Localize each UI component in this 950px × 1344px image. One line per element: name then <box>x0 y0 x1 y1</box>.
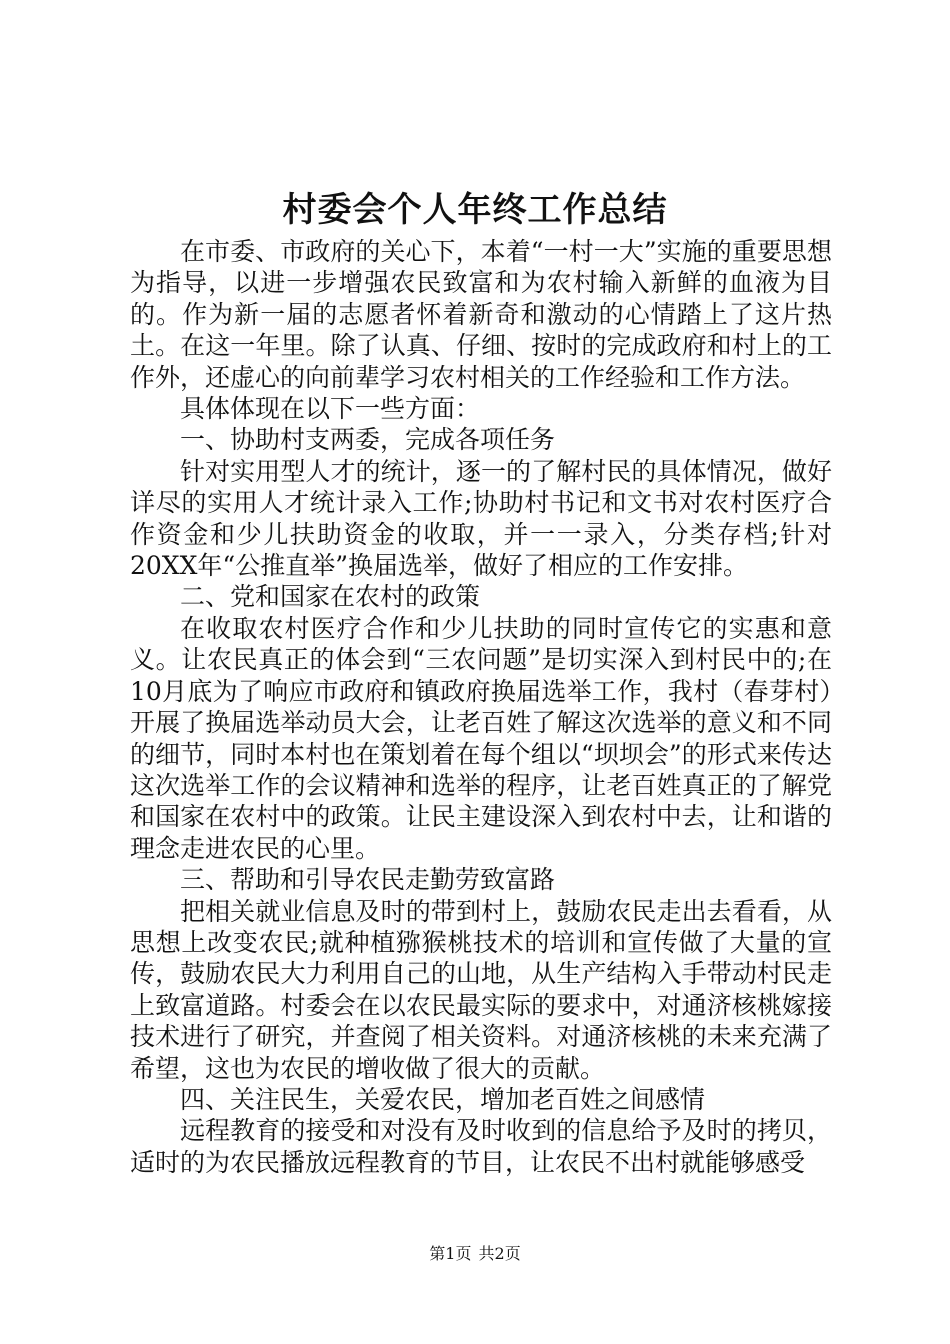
section-heading-1: 一、协助村支两委，完成各项任务 <box>180 425 556 455</box>
document-body <box>130 236 832 1178</box>
paragraph-section-2: 在收取农村医疗合作和少儿扶助的同时宣传它的实惠和意义。让农民真正的体会到“三农问题”是切实深入到村民中的;在10月底为了响应市政府和镇政府换届选举工作，我村（春芽村）开展了换届选举动员大会，让老百姓了解这次选举的意义和不同的细节，同时本村也在策划着在每个组以“坝坝会”的形式来传达这次选举工作的会议精神和选举的程序，让老百姓真正的了解党和国家在农村中的政策。让民主建设深入到农村中去，让和谐的理念走进农民的心里。 <box>130 613 832 863</box>
paragraph-section-3: 把相关就业信息及时的带到村上，鼓励农民走出去看看，从思想上改变农民;就种植猕猴桃技术的培训和宣传做了大量的宣传，鼓励农民大力利用自己的山地，从生产结构入手带动村民走上致富道路。村委会在以农民最实际的要求中，对通济核桃嫁接技术进行了研究，并查阅了相关资料。对通济核桃的未来充满了希望，这也为农民的增收做了很大的贡献。 <box>130 896 832 1083</box>
document-title: 村委会个人年终工作总结 <box>282 190 668 230</box>
section-heading-4: 四、关注民生，关爱农民，增加老百姓之间感情 <box>180 1084 706 1114</box>
paragraph-section-1: 针对实用型人才的统计，逐一的了解村民的具体情况，做好详尽的实用人才统计录入工作;协助村书记和文书对农村医疗合作资金和少儿扶助资金的收取，并一一录入，分类存档;针对20XX年“公推直举”换届选举，做好了相应的工作安排。 <box>130 456 832 581</box>
paragraph-aspects-lead: 具体体现在以下一些方面： <box>180 394 481 424</box>
page-footer-indicator: 第1页 共2页 <box>429 1244 521 1263</box>
section-heading-3: 三、帮助和引导农民走勤劳致富路 <box>180 865 556 895</box>
section-heading-2: 二、党和国家在农村的政策 <box>180 582 481 612</box>
paragraph-section-4: 远程教育的接受和对没有及时收到的信息给予及时的拷贝，适时的为农民播放远程教育的节目，让农民不出村就能够感受 <box>130 1116 832 1177</box>
paragraph-intro: 在市委、市政府的关心下，本着“一村一大”实施的重要思想为指导，以进一步增强农民致富和为农村输入新鲜的血液为目的。作为新一届的志愿者怀着新奇和激动的心情踏上了这片热土。在这一年里。除了认真、仔细、按时的完成政府和村上的工作外，还虚心的向前辈学习农村相关的工作经验和工作方法。 <box>130 237 832 392</box>
